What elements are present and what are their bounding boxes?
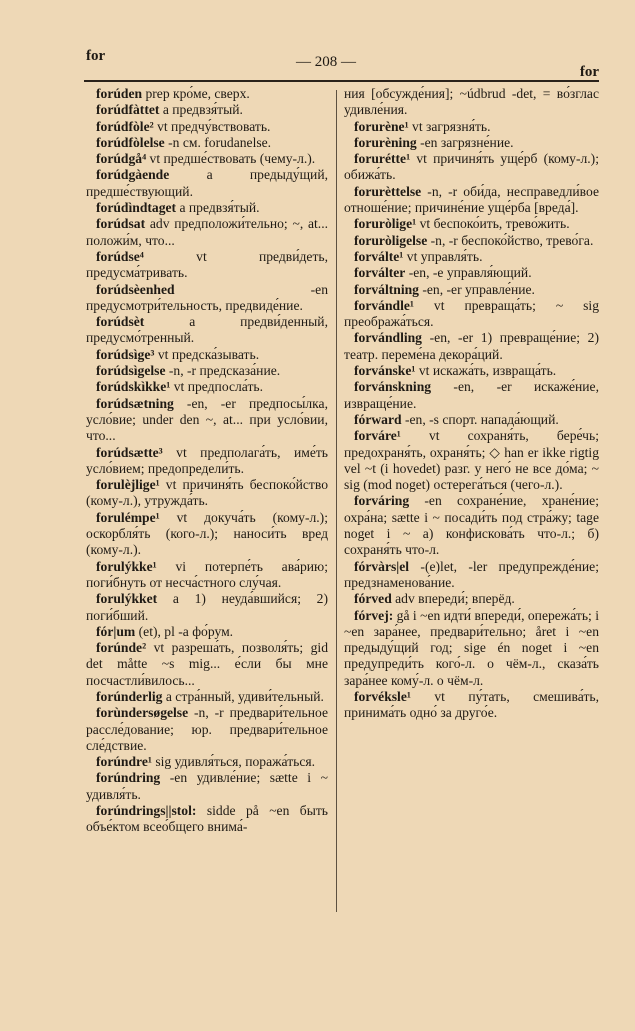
dictionary-entry (86, 705, 328, 754)
definition: vt управля́ть. (403, 248, 483, 264)
definition: vt загрязня́ть. (408, 118, 491, 134)
headword: forurène¹ (354, 118, 409, 134)
headword: forváring (354, 493, 410, 509)
headword: forúdsætte³ (96, 444, 163, 460)
definition: sidde på ~en быть объе́ктом всео́бщего внима́- (86, 803, 328, 835)
headword: forúdsèt (96, 314, 145, 330)
definition: -en, -er управле́ние. (418, 281, 535, 297)
dictionary-entry (86, 216, 328, 249)
headword: forvándle¹ (354, 297, 414, 313)
definition: sig удивля́ться, поража́ться. (151, 754, 316, 770)
definition: vt беспоко́ить, трево́жить. (416, 216, 570, 232)
definition: vt предска́зывать. (154, 346, 260, 362)
headword: forùndersøgelse (96, 705, 189, 721)
definition: -en сохране́ние, хране́ние; охра́на; sætte i ~ посади́ть под стра́жу; tage noget i ~ а) конфискова́ть что-л.; б) сохраня́ть что-л. (344, 493, 599, 558)
headword: forurétte¹ (354, 151, 411, 167)
dictionary-entry (86, 379, 328, 395)
definition: -en загрязне́ние. (416, 134, 514, 150)
dictionary-entry (86, 689, 328, 705)
dictionary-entry (86, 770, 328, 803)
headword: forúndring (96, 770, 161, 786)
headword: forúnde² (96, 640, 147, 656)
definition: vt разреша́ть, позволя́ть; gid det måtte ~s mig... е́сли бы мне посчастли́вилось... (86, 640, 328, 688)
headword: forúdìndtaget (96, 200, 177, 216)
dictionary-entry (344, 330, 599, 363)
definition: adv впереди́; вперёд. (391, 591, 515, 607)
dictionary-entry (344, 689, 599, 722)
running-head-right: for (579, 64, 599, 80)
dictionary-entry (344, 151, 599, 184)
definition: -n, -r предвари́тельное рассле́дование; юр. предвари́тельное сле́дствие. (86, 705, 328, 753)
dictionary-entry (344, 216, 599, 232)
definition: vt предчу́вствовать. (153, 118, 271, 134)
dictionary-entry (86, 151, 328, 167)
dictionary-entry (344, 591, 599, 607)
dictionary-entry (86, 249, 328, 282)
definition: prep кро́ме, сверх. (142, 86, 250, 101)
definition: gå i ~en идти́ впереди́, опережа́ть; i ~en зара́нее, предвари́тельно; året i ~en предыду́щий год; sige én noget i ~en предупреди́ть кого́-л. о чём-л., сказа́ть зара́нее кому́-л. о чём-л. (344, 607, 599, 688)
definition: -n, -r оби́да, несправедли́вое отноше́ние; причине́ние уще́рба [вреда́]. (344, 183, 599, 216)
dictionary-entry (86, 754, 328, 770)
dictionary-entry (86, 803, 328, 836)
headword: forúdfàttet (96, 102, 160, 118)
dictionary-entry (86, 86, 328, 102)
headword: forurèttelse (354, 183, 422, 199)
definition: -en, -er искаже́ние, извраще́ние. (344, 379, 599, 411)
definition: a предвзя́тый. (176, 200, 260, 216)
dictionary-entry (344, 559, 599, 592)
definition: a стра́нный, удиви́тельный. (162, 688, 324, 704)
headword: fórvej: (354, 607, 394, 623)
definition: -n, -r предсказа́ние. (165, 363, 281, 379)
headword: forúdsat (96, 216, 146, 232)
dictionary-entry (86, 200, 328, 216)
headword: forúndre¹ (96, 754, 152, 770)
definition: vt предполага́ть, име́ть усло́вием; предопредели́ть. (86, 444, 328, 476)
dictionary-entry (344, 119, 599, 135)
dictionary-entry (344, 249, 599, 265)
definition: -en удивле́ние; sætte i ~ удивля́ть. (86, 770, 328, 802)
dictionary-entry (344, 412, 599, 428)
dictionary-entry (344, 86, 599, 119)
definition: -en предусмотри́тельность, предвиде́ние. (86, 281, 328, 313)
definition: (et), pl -a фо́рум. (135, 623, 234, 639)
dictionary-entry (344, 233, 599, 249)
definition: vi потерпе́ть ава́рию; поги́бнуть от несча́стного слу́чая. (86, 558, 328, 590)
dictionary-entry (344, 135, 599, 151)
dictionary-entry (86, 347, 328, 363)
headword: foruròlige¹ (354, 216, 417, 232)
dictionary-entry (86, 102, 328, 118)
definition: -en, -s спорт. напада́ющий. (401, 411, 559, 427)
headword: fórward (354, 411, 402, 427)
headword: forválte¹ (354, 248, 404, 264)
headword: forvánske¹ (354, 363, 416, 379)
headword: forulémpe¹ (96, 509, 160, 525)
dictionary-entry (86, 282, 328, 315)
dictionary-entry (344, 265, 599, 281)
page-number: — 208 — (296, 54, 356, 70)
running-head-left: for (86, 48, 106, 64)
dictionary-entry (86, 119, 328, 135)
definition: vt предше́ствовать (чему-л.). (146, 151, 316, 167)
headword: forurèning (354, 134, 417, 150)
headword: forvándling (354, 330, 422, 346)
dictionary-entry (86, 363, 328, 379)
column-divider (336, 90, 337, 912)
headword: forulèjlige¹ (96, 477, 160, 493)
definition: -en, -e управля́ющий. (405, 265, 532, 281)
dictionary-entry (86, 396, 328, 445)
headword: forúnderlig (96, 688, 163, 704)
left-column (86, 86, 328, 836)
dictionary-entry (344, 608, 599, 689)
definition: vt предви́деть, предусма́тривать. (86, 248, 328, 281)
dictionary-entry (86, 167, 328, 200)
dictionary-entry (86, 510, 328, 559)
definition: -en, -er 1) превраще́ние; 2) театр. переме́на декора́ций. (344, 330, 599, 362)
dictionary-entry (86, 477, 328, 510)
dictionary-entry (86, 559, 328, 592)
dictionary-entry (344, 184, 599, 217)
dictionary-entry (344, 379, 599, 412)
definition: vt искажа́ть, извраща́ть. (415, 363, 557, 379)
headword: forválter (354, 265, 406, 281)
definition: vt докуча́ть (кому-л.); оскорбля́ть (кого-л.); наноси́ть вред (кому-л.). (86, 509, 328, 558)
header-rule (84, 80, 599, 82)
headword: forúdfòlelse (96, 134, 165, 150)
headword: forúdsèenhed (96, 281, 175, 297)
definition: -(e)let, -ler предупрежде́ние; предзнаменова́ние. (344, 558, 599, 590)
dictionary-entry (344, 493, 599, 558)
definition: vt причиня́ть беспоко́йство (кому-л.), утружда́ть. (86, 477, 328, 509)
headword: forúdse⁴ (96, 248, 144, 264)
definition: a предыду́щий, предше́ствующий. (86, 167, 328, 199)
headword: forúdskìkke¹ (96, 379, 171, 395)
definition: a предвзя́тый. (159, 102, 243, 118)
definition: -en, -er предпосы́лка, усло́вие; under den ~, at... при усло́вии, что... (86, 395, 328, 444)
headword: forulýkke¹ (96, 558, 157, 574)
headword: forúdgå⁴ (96, 151, 147, 167)
right-column (344, 86, 599, 722)
dictionary-entry (86, 314, 328, 347)
dictionary-entry (344, 298, 599, 331)
headword: forúdsìgelse (96, 363, 166, 379)
headword: forvánskning (354, 379, 432, 395)
headword: forúdfòle² (96, 118, 154, 134)
dictionary-entry (344, 363, 599, 379)
dictionary-entry (86, 591, 328, 624)
definition: vt превраща́ть; ~ sig преобража́ться. (344, 297, 599, 330)
headword: forvéksle¹ (354, 688, 411, 704)
headword: forulýkket (96, 591, 158, 607)
definition: vt сохраня́ть, бере́чь; предохраня́ть, охраня́ть; ◇ han er ikke rigtig vel ~t (i hovedet) разг. у него́ не все до́ма; ~ sig (mod noget) остерега́ться (чего-л.). (344, 428, 599, 493)
definition: ния [обсужде́ния]; ~údbrud -det, = во́зглас удивле́ния. (344, 86, 599, 118)
dictionary-entry (86, 445, 328, 478)
definition: a 1) неуда́вшийся; 2) поги́бший. (86, 591, 328, 623)
headword: foruròligelse (354, 232, 428, 248)
headword: forváltning (354, 281, 419, 297)
headword: forúden (96, 86, 143, 101)
definition: vt пу́тать, смешива́ть, принима́ть одно́ за друго́е. (344, 688, 599, 721)
dictionary-entry (344, 428, 599, 493)
definition: -n, -r беспоко́йство, трево́га. (427, 232, 594, 248)
definition: vt предпосла́ть. (170, 379, 264, 395)
headword: fórvàrs|el (354, 558, 410, 574)
dictionary-entry (344, 282, 599, 298)
dictionary-entry (86, 624, 328, 640)
headword: forváre¹ (354, 428, 401, 444)
headword: fórved (354, 591, 392, 607)
headword: forúndrings||stol: (96, 803, 197, 819)
headword: forúdgàende (96, 167, 170, 183)
headword: forúdsætning (96, 395, 174, 411)
definition: vt причиня́ть уще́рб (кому-л.); обижа́ть. (344, 151, 599, 183)
dictionary-entry (86, 135, 328, 151)
headword: forúdsìge³ (96, 346, 155, 362)
definition: adv предположи́тельно; ~, at... положи́м, что... (86, 216, 328, 248)
headword: fór|um (96, 623, 136, 639)
definition: -n см. forudanelse. (164, 134, 272, 150)
definition: a предви́денный, предусмо́тренный. (86, 314, 328, 346)
dictionary-entry (86, 640, 328, 689)
